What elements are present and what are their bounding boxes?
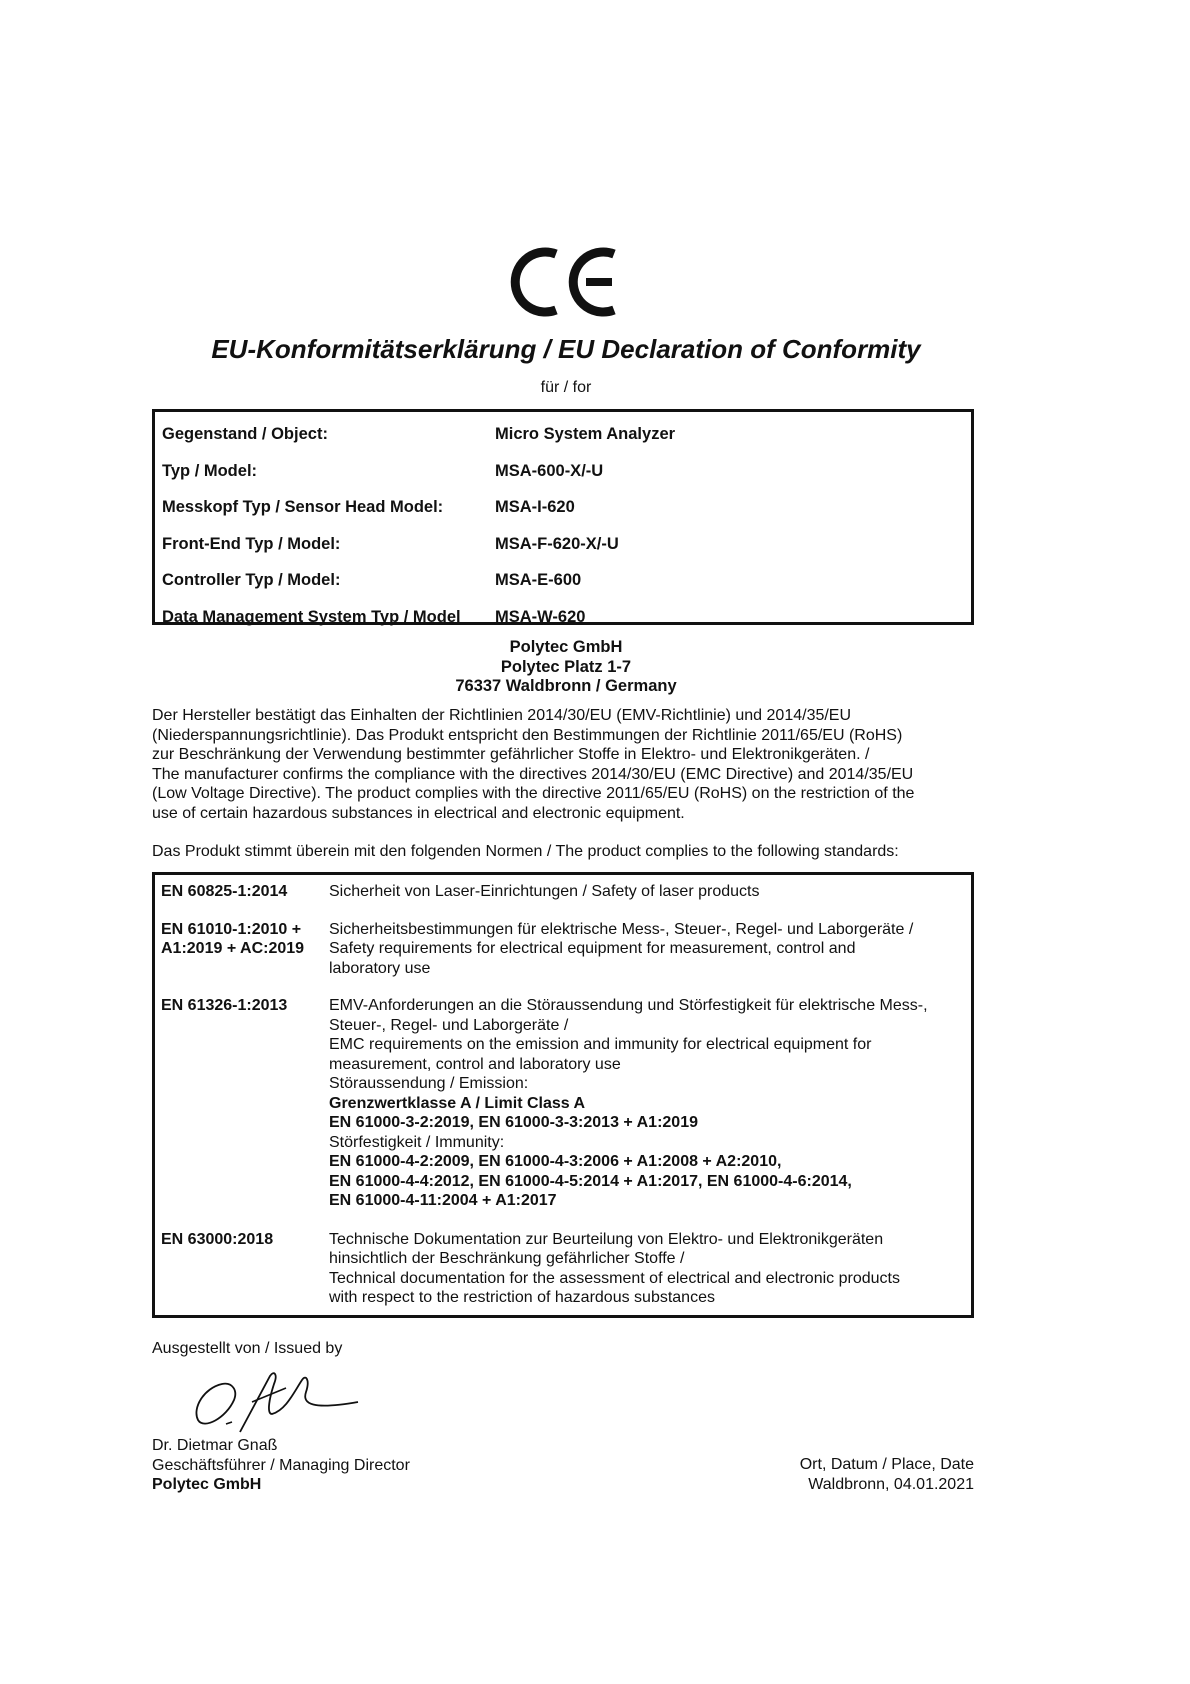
standard-code: EN 61326-1:2013 <box>161 997 288 1014</box>
compliance-paragraph <box>152 706 980 824</box>
object-value: MSA-600-X/-U <box>495 461 604 480</box>
signer-company: Polytec GmbH <box>152 1476 262 1493</box>
standard-row <box>161 1230 965 1308</box>
standard-line: with respect to the restriction of hazardous substances <box>329 1289 715 1306</box>
signer-block <box>152 1436 410 1495</box>
manufacturer-street: Polytec Platz 1-7 <box>500 657 632 676</box>
object-label: Controller Typ / Model: <box>162 571 341 589</box>
standard-line: Sicherheit von Laser-Einrichtungen / Safety of laser products <box>329 883 760 900</box>
object-value: MSA-I-620 <box>495 498 575 516</box>
signer-name: Dr. Dietmar Gnaß <box>152 1437 278 1454</box>
object-row <box>155 528 971 565</box>
emission-standards: EN 61000-3-2:2019, EN 61000-3-3:2013 + A1:2019 <box>329 1114 698 1131</box>
document-title: EU-Konformitätserklärung / EU Declaration of Conformity <box>211 334 921 364</box>
compliance-line: use of certain hazardous substances in electrical and electronic equipment. <box>152 804 685 822</box>
standard-row <box>161 882 965 902</box>
object-row <box>155 418 971 455</box>
object-row <box>155 601 971 638</box>
standard-row <box>161 920 965 979</box>
compliance-line: Der Hersteller bestätigt das Einhalten der Richtlinien 2014/30/EU (EMV-Richtlinie) und 2014/35/EU <box>152 707 852 724</box>
object-label: Front-End Typ / Model: <box>162 534 341 553</box>
place-date-block <box>800 1455 974 1494</box>
object-row <box>155 455 971 492</box>
standard-description <box>329 882 965 902</box>
object-value: MSA-F-620-X/-U <box>495 534 619 553</box>
place-date-label: Ort, Datum / Place, Date <box>799 1456 974 1473</box>
signer-role: Geschäftsführer / Managing Director <box>152 1456 410 1474</box>
standard-description <box>329 996 965 1211</box>
immunity-label: Störfestigkeit / Immunity: <box>329 1133 505 1151</box>
standard-line: EMC requirements on the emission and immunity for electrical equipment for <box>329 1036 872 1053</box>
immunity-standards: EN 61000-4-11:2004 + A1:2017 <box>329 1192 557 1209</box>
object-label: Gegenstand / Object: <box>162 425 328 443</box>
standard-code-line: EN 61010-1:2010 + <box>161 920 302 938</box>
standard-row <box>161 996 965 1211</box>
issued-by-label: Ausgestellt von / Issued by <box>152 1340 343 1357</box>
emission-limit-class: Grenzwertklasse A / Limit Class A <box>329 1094 586 1112</box>
declaration-page <box>152 0 980 1684</box>
document-subtitle: für / for <box>540 379 592 396</box>
standard-code: EN 60825-1:2014 <box>161 883 288 900</box>
standard-description <box>329 1230 965 1308</box>
standards-table <box>152 872 974 1318</box>
emission-label: Störaussendung / Emission: <box>329 1075 529 1092</box>
standard-line: measurement, control and laboratory use <box>329 1055 621 1073</box>
signature-icon <box>182 1362 362 1442</box>
manufacturer-name: Polytec GmbH <box>509 638 623 656</box>
standard-code: EN 63000:2018 <box>161 1230 274 1248</box>
immunity-standards: EN 61000-4-2:2009, EN 61000-4-3:2006 + A1:2008 + A2:2010, <box>329 1153 782 1170</box>
standard-line: Safety requirements for electrical equipment for measurement, control and <box>329 940 856 957</box>
standard-code <box>161 920 329 979</box>
object-value: MSA-E-600 <box>495 571 582 589</box>
standard-line: EMV-Anforderungen an die Störaussendung und Störfestigkeit für elektrische Mess-, <box>329 997 928 1014</box>
compliance-line: The manufacturer confirms the compliance with the directives 2014/30/EU (EMC Directive) and 2014/35/EU <box>152 765 914 783</box>
compliance-line: (Niederspannungsrichtlinie). Das Produkt entspricht den Bestimmungen der Richtlinie 2011/65/EU (RoHS) <box>152 726 903 744</box>
object-value: MSA-W-620 <box>495 607 586 626</box>
object-row <box>155 564 971 601</box>
object-table <box>152 409 974 625</box>
standard-line: Technical documentation for the assessment of electrical and electronic products <box>329 1269 900 1287</box>
object-label: Data Management System Typ / Model <box>162 607 461 626</box>
standard-line: Steuer-, Regel- und Laborgeräte / <box>329 1016 569 1034</box>
standard-line: hinsichtlich der Beschränkung gefährlicher Stoffe / <box>329 1250 685 1267</box>
standard-line: Technische Dokumentation zur Beurteilung von Elektro- und Elektronikgeräten <box>329 1230 884 1248</box>
object-value: Micro System Analyzer <box>495 425 676 443</box>
place-date-value: Waldbronn, 04.01.2021 <box>808 1475 974 1493</box>
compliance-line: (Low Voltage Directive). The product complies with the directive 2011/65/EU (RoHS) on the restriction of the <box>152 785 915 803</box>
immunity-standards: EN 61000-4-4:2012, EN 61000-4-5:2014 + A1:2017, EN 61000-4-6:2014, <box>329 1172 852 1190</box>
standard-description <box>329 920 965 979</box>
object-label: Messkopf Typ / Sensor Head Model: <box>162 498 444 516</box>
standards-intro: Das Produkt stimmt überein mit den folgenden Normen / The product complies to the following standards: <box>152 843 899 860</box>
ce-mark-icon <box>506 246 626 318</box>
standard-line: Sicherheitsbestimmungen für elektrische Mess-, Steuer-, Regel- und Laborgeräte / <box>329 920 914 938</box>
manufacturer-city: 76337 Waldbronn / Germany <box>455 677 677 695</box>
object-row <box>155 491 971 528</box>
object-label: Typ / Model: <box>162 461 258 480</box>
standard-code-line: A1:2019 + AC:2019 <box>161 940 305 957</box>
manufacturer-address <box>152 638 980 697</box>
compliance-line: zur Beschränkung der Verwendung bestimmter gefährlicher Stoffe in Elektro- und Elektronikgeräten. / <box>152 746 870 764</box>
standard-line: laboratory use <box>329 959 431 977</box>
